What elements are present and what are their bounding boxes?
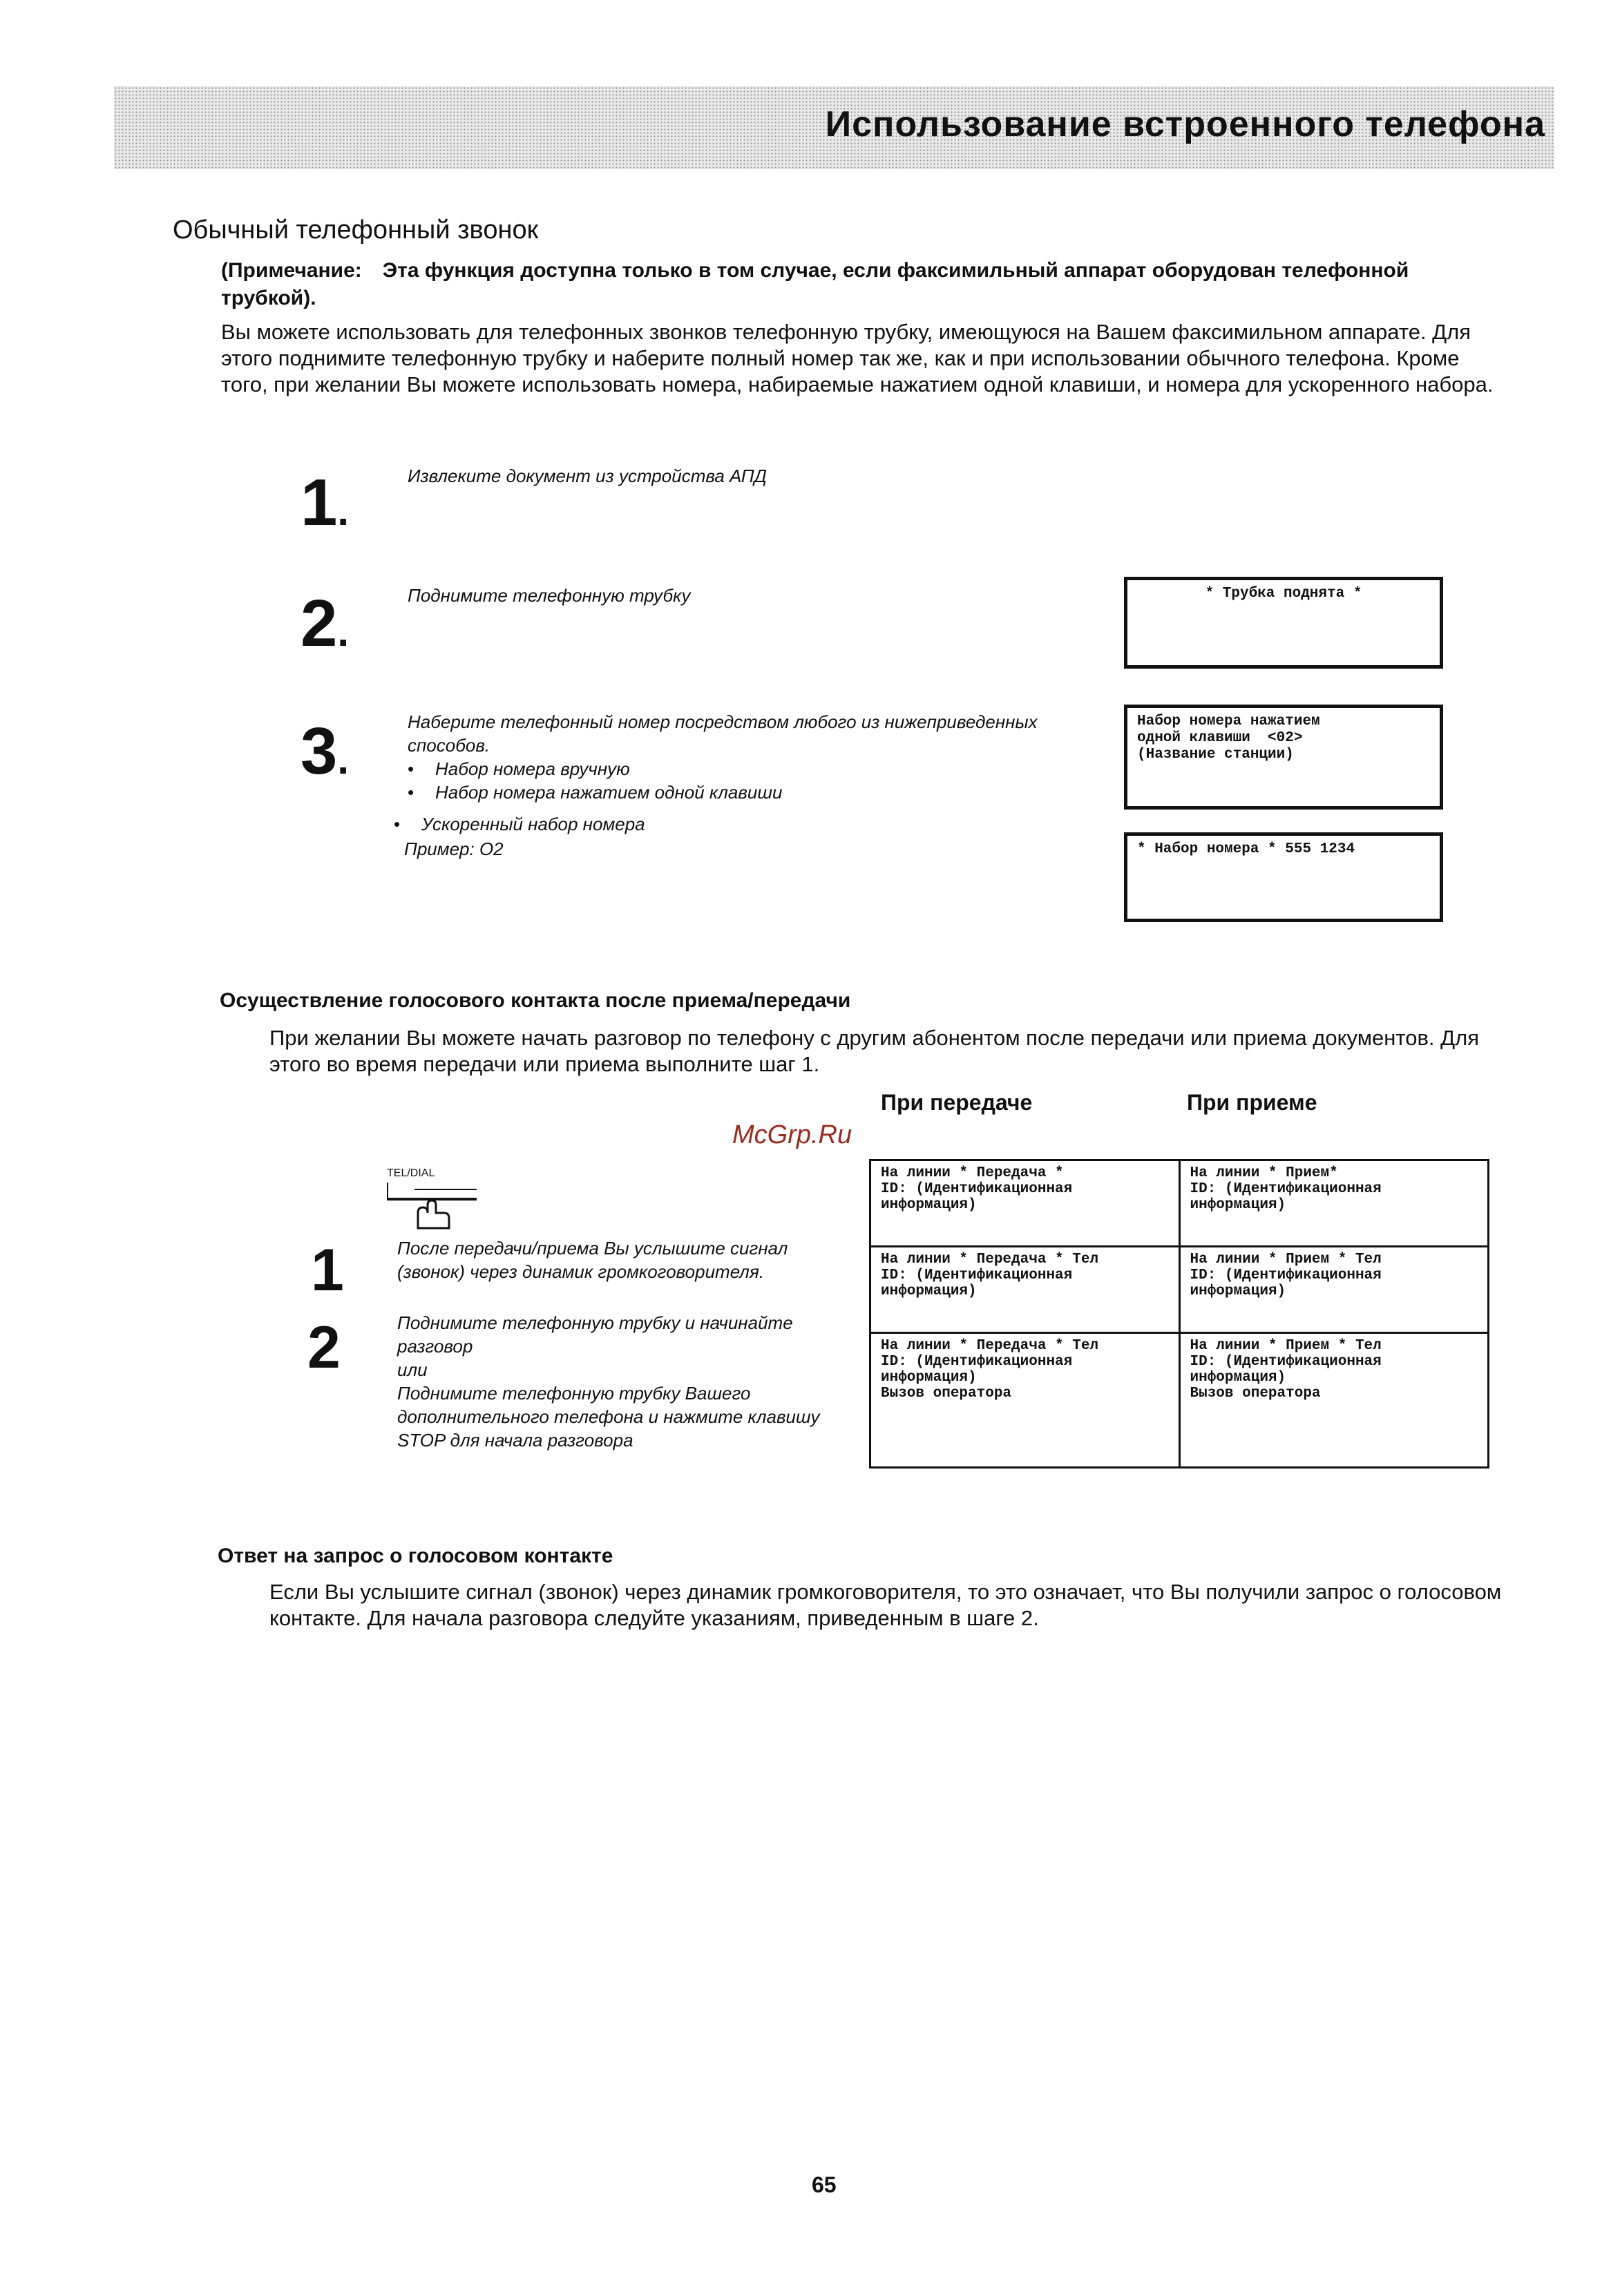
tel-dial-key-icon bbox=[387, 1180, 484, 1235]
step-1-text: Извлеките документ из устройства АПД bbox=[408, 466, 767, 486]
section-title: Обычный телефонный звонок bbox=[173, 216, 539, 245]
step-3-example: Пример: О2 bbox=[404, 839, 504, 859]
note-label: (Примечание: bbox=[221, 259, 362, 282]
step-3-bullet-1: • Набор номера вручную bbox=[408, 758, 630, 779]
page-number: 65 bbox=[812, 2172, 837, 2197]
display-receive-cell: На линии * Прием * Тел ID: (Идентификационная информация) Вызов оператора bbox=[1179, 1333, 1489, 1468]
page-title: Использование встроенного телефона bbox=[825, 104, 1545, 144]
voice-step-2-text-b: Поднимите телефонную трубку Вашего дополнительного телефона и нажмите клавишу STOP для начала разговора bbox=[397, 1383, 820, 1451]
display-dialing: * Набор номера * 555 1234 bbox=[1124, 832, 1443, 922]
col-header-receive: При приеме bbox=[1187, 1090, 1317, 1115]
note-text: Эта функция доступна только в том случае, если факсимильный аппарат оборудован телефонной трубкой). bbox=[221, 259, 1409, 309]
step-3-number: 3. bbox=[301, 714, 350, 788]
signal-display-table bbox=[869, 1159, 1489, 1469]
step-3-bullet-3: • Ускоренный набор номера bbox=[394, 814, 645, 834]
table-row bbox=[870, 1160, 1489, 1247]
voice-step-2-text-a: Поднимите телефонную трубку и начинайте разговор bbox=[397, 1312, 793, 1357]
intro-paragraph: Вы можете использовать для телефонных звонков телефонную трубку, имеющуюся на Вашем факсимильном аппарате. Для этого поднимите телефонную трубку и наберите полный номер так же, как и при использовании обычного телефона. Кроме того, при желании Вы можете использовать номера, набираемые нажатием одной клавиши, и номера для ускоренного набора. bbox=[221, 320, 1494, 396]
col-header-send: При передаче bbox=[881, 1090, 1033, 1115]
tel-dial-key-label: TEL/DIAL bbox=[387, 1167, 435, 1179]
answer-section-title: Ответ на запрос о голосовом контакте bbox=[218, 1544, 613, 1567]
note bbox=[221, 257, 1499, 312]
display-send-cell: На линии * Передача * Тел ID: (Идентификационная информация) Вызов оператора bbox=[870, 1333, 1180, 1468]
voice-step-1-number: 1 bbox=[311, 1237, 344, 1303]
step-2-number: 2. bbox=[301, 586, 350, 660]
step-3-text: Наберите телефонный номер посредством любого из нижеприведенных способов. bbox=[408, 711, 1038, 756]
answer-text: Если Вы услышите сигнал (звонок) через динамик громкоговорителя, то это означает, что Вы получили запрос о голосовом контакте. Для начала разговора следуйте указаниям, приведенным в шаге 2. bbox=[269, 1580, 1502, 1630]
watermark: McGrp.Ru bbox=[732, 1120, 852, 1149]
voice-step-1-text: После передачи/приема Вы услышите сигнал (звонок) через динамик громкоговорителя. bbox=[397, 1238, 788, 1282]
voice-step-2-or: или bbox=[397, 1359, 428, 1380]
display-send-cell: На линии * Передача * ID: (Идентификационная информация) bbox=[870, 1160, 1180, 1247]
voice-section-title: Осуществление голосового контакта после приема/передачи bbox=[220, 989, 851, 1012]
display-one-touch: Набор номера нажатием одной клавиши <02> (Название станции) bbox=[1124, 705, 1443, 810]
display-receive-cell: На линии * Прием * Тел ID: (Идентификационная информация) bbox=[1179, 1247, 1489, 1333]
table-row bbox=[870, 1247, 1489, 1333]
voice-step-2-number: 2 bbox=[307, 1314, 341, 1381]
step-3-bullet-2: • Набор номера нажатием одной клавиши bbox=[408, 782, 783, 803]
display-send-cell: На линии * Передача * Тел ID: (Идентификационная информация) bbox=[870, 1247, 1180, 1333]
step-1-number: 1. bbox=[301, 466, 350, 539]
voice-intro: При желании Вы можете начать разговор по телефону с другим абонентом после передачи или приема документов. Для этого во время передачи или приема выполните шаг 1. bbox=[269, 1026, 1480, 1076]
table-row bbox=[870, 1333, 1489, 1468]
step-2-text: Поднимите телефонную трубку bbox=[408, 585, 691, 606]
display-handset-up: * Трубка поднята * bbox=[1124, 577, 1443, 669]
display-receive-cell: На линии * Прием* ID: (Идентификационная информация) bbox=[1179, 1160, 1489, 1247]
